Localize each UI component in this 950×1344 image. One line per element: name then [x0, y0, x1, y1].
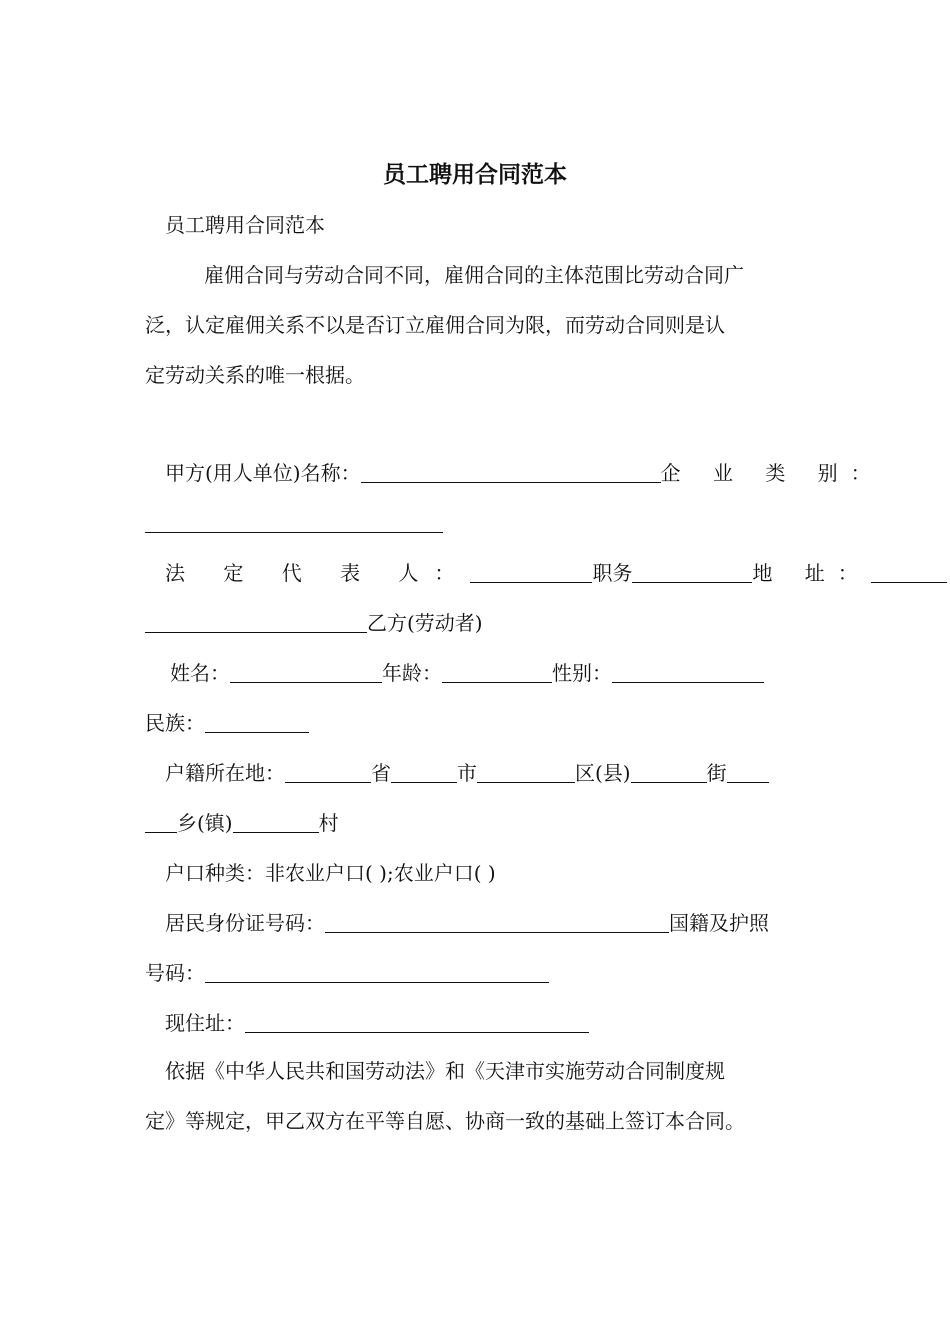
address-field[interactable] [871, 562, 947, 583]
party-b-header-row [145, 610, 483, 636]
party-a-name-field[interactable] [361, 462, 661, 483]
name-label: 姓名： [170, 661, 230, 685]
party-b-label: 乙方(劳动者) [367, 611, 483, 635]
page-title: 员工聘用合同范本 [383, 162, 567, 188]
district-label: 区(县) [575, 761, 631, 785]
street-field-2[interactable] [727, 762, 769, 783]
enterprise-category-label: 企 业 类 别： [660, 461, 884, 485]
current-address-row [165, 1010, 589, 1036]
street-field[interactable] [631, 762, 707, 783]
party-a-name-label: 甲方(用人单位)名称： [165, 461, 361, 485]
age-field[interactable] [442, 662, 552, 683]
legal-rep-row [165, 560, 947, 586]
age-label: 年龄： [382, 661, 442, 685]
enterprise-category-field[interactable] [145, 512, 443, 533]
gender-label: 性别： [552, 661, 612, 685]
district-field[interactable] [477, 762, 575, 783]
hukou-type: 户口种类：非农业户口( );农业户口( ) [165, 861, 496, 885]
legal-rep-label: 法 定 代 表 人： [165, 561, 471, 585]
ethnicity-field[interactable] [205, 712, 309, 733]
id-label: 居民身份证号码： [165, 911, 325, 935]
address-label: 地 址： [752, 561, 871, 585]
household-label: 户籍所在地： [165, 761, 285, 785]
ethnicity-row [145, 710, 309, 736]
basis-line-1: 依据《中华人民共和国劳动法》和《天津市实施劳动合同制度规 [165, 1059, 725, 1083]
position-field[interactable] [632, 562, 752, 583]
current-address-field[interactable] [245, 1012, 589, 1033]
village-label: 村 [318, 811, 339, 835]
basis-line-2: 定》等规定，甲乙双方在平等自愿、协商一致的基础上签订本合同。 [145, 1109, 745, 1133]
city-label: 市 [457, 761, 477, 785]
address-field-cont[interactable] [145, 612, 367, 633]
passport-field[interactable] [205, 962, 549, 983]
household-row [165, 760, 769, 786]
street-label: 街 [706, 761, 727, 785]
party-a-name-row [165, 460, 884, 486]
subtitle: 员工聘用合同范本 [165, 213, 325, 237]
passport-label-cont: 号码： [145, 961, 205, 985]
passport-row [145, 960, 549, 986]
province-field[interactable] [285, 762, 371, 783]
party-b-info-row [170, 660, 764, 686]
township-label: 乡(镇) [177, 811, 233, 835]
gender-field[interactable] [612, 662, 764, 683]
passport-label: 国籍及护照 [669, 911, 769, 935]
legal-rep-field[interactable] [470, 562, 592, 583]
village-field[interactable] [233, 812, 319, 833]
province-label: 省 [371, 761, 391, 785]
current-address-label: 现住址： [165, 1011, 245, 1035]
city-field[interactable] [391, 762, 457, 783]
intro-line-2: 泛，认定雇佣关系不以是否订立雇佣合同为限，而劳动合同则是认 [145, 313, 725, 337]
id-row [165, 910, 769, 936]
position-label: 职务 [592, 561, 633, 585]
name-field[interactable] [230, 662, 382, 683]
intro-line-1: 雇佣合同与劳动合同不同，雇佣合同的主体范围比劳动合同广 [204, 263, 744, 287]
enterprise-category-row [145, 510, 443, 536]
township-row [145, 810, 339, 836]
ethnicity-label: 民族： [145, 711, 205, 735]
id-field[interactable] [325, 912, 669, 933]
township-field[interactable] [145, 812, 177, 833]
intro-line-3: 定劳动关系的唯一根据。 [145, 363, 365, 387]
